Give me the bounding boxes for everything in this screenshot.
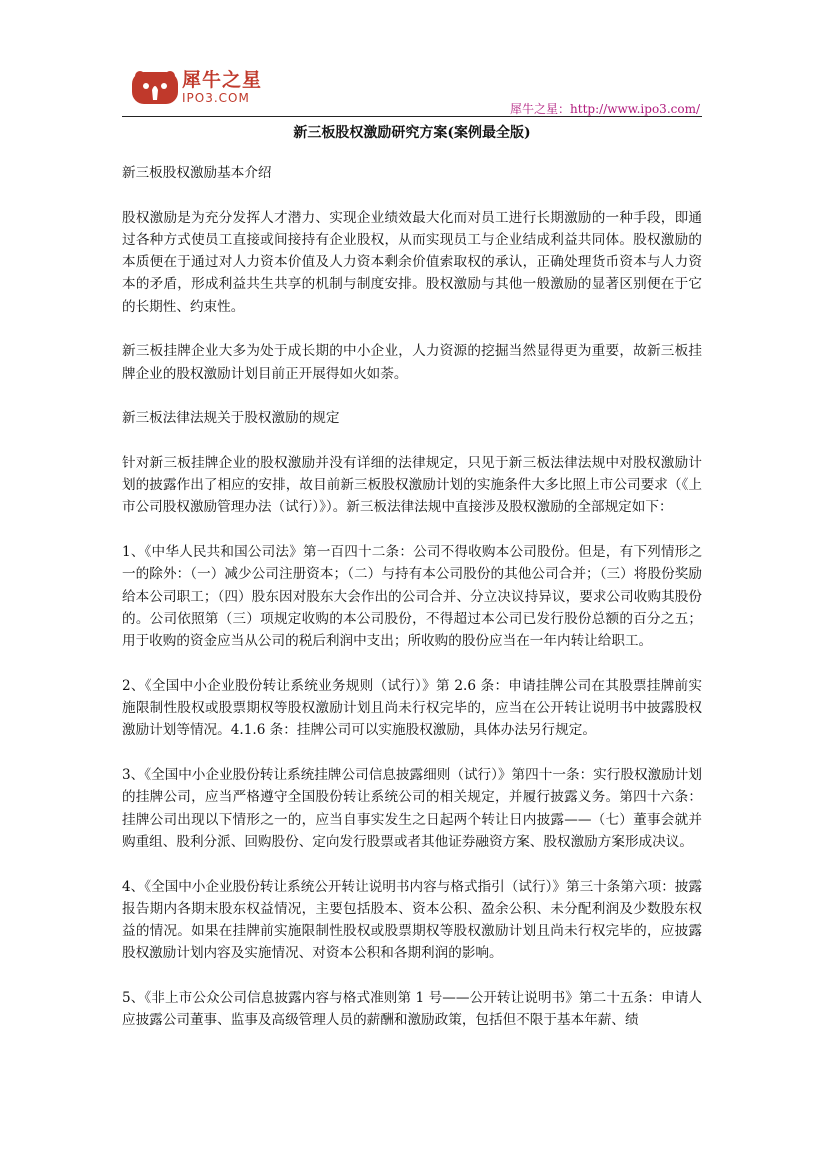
section-heading: 新三板股权激励基本介绍 [122,165,272,181]
site-link[interactable]: 犀牛之星：http://www.ipo3.com/ [510,102,700,116]
paragraph: 新三板挂牌企业大多为处于成长期的中小企业，人力资源的挖掘当然显得更为重要，故新三板挂牌企业的股权激励计划目前正开展得如火如荼。 [122,343,702,382]
paragraph: 5、《非上市公众公司信息披露内容与格式准则第 1 号——公开转让说明书》第二十五条：申请人应披露公司董事、监事及高级管理人员的薪酬和激励政策，包括但不限于基本年薪、绩 [122,989,702,1029]
document-title: 新三板股权激励研究方案(案例最全版) [293,125,531,141]
section-heading: 新三板法律法规关于股权激励的规定 [122,410,340,427]
header-divider [122,116,702,117]
page-header [122,62,702,118]
paragraph: 1、《中华人民共和国公司法》第一百四十二条：公司不得收购本公司股份。但是，有下列情形之一的除外：（一）减少公司注册资本；（二）与持有本公司股份的其他公司合并；（三）将股份奖励给本公司职工；（四）股东因对股东大会作出的公司合并、分立决议持异议，要求公司收购其股份的。公司依照第（三）项规定收购的本公司股份，不得超过本公司已发行股份总额的百分之五；用于收购的资金应当从公司的税后利润中支出；所收购的股份应当在一年内转让给职工。 [122,544,702,650]
paragraph: 3、《全国中小企业股份转让系统挂牌公司信息披露细则（试行）》第四十一条：实行股权激励计划的挂牌公司，应当严格遵守全国股份转让系统公司的相关规定，并履行披露义务。第四十六条：挂牌公司出现以下情形之一的，应当自事实发生之日起两个转让日内披露——（七）董事会就并购重组、股利分派、回购股份、定向发行股票或者其他证券融资方案、股权激励方案形成决议。 [122,767,702,850]
paragraph: 4、《全国中小企业股份转让系统公开转让说明书内容与格式指引（试行）》第三十条第六项：披露报告期内各期末股东权益情况，主要包括股本、资本公积、盈余公积、未分配利润及少数股东权益的情况。如果在挂牌前实施限制性股权或股票期权等股权激励计划且尚未行权完毕的，应披露股权激励计划内容及实施情况、对资本公积和各期利润的影响。 [122,878,702,962]
paragraph: 股权激励是为充分发挥人才潜力、实现企业绩效最大化而对员工进行长期激励的一种手段，即通过各种方式使员工直接或间接持有企业股权，从而实现员工与企业结成利益共同体。股权激励的本质便在于通过对人力资本价值及人力资本剩余价值索取权的承认，正确处理货币资本与人力资本的矛盾，形成利益共生共享的机制与制度安排。股权激励与其他一般激励的显著区别便在于它的长期性、约束性。 [122,209,702,315]
rhino-logo-icon [130,68,180,106]
paragraph: 针对新三板挂牌企业的股权激励并没有详细的法律规定，只见于新三板法律法规中对股权激励计划的披露作出了相应的安排，故目前新三板股权激励计划的实施条件大多比照上市公司要求（《上市公司股权激励管理办法（试行）》）。新三板法律法规中直接涉及股权激励的全部规定如下： [122,454,702,516]
logo-text-cn: 犀牛之星 [182,68,263,91]
site-logo[interactable] [130,68,262,106]
paragraph: 2、《全国中小企业股份转让系统业务规则（试行）》第 2.6 条：申请挂牌公司在其股票挂牌前实施限制性股权或股票期权等股权激励计划且尚未行权完毕的，应当在公开转让说明书中披露股权激励计划等情况。4.1.6 条：挂牌公司可以实施股权激励，具体办法另行规定。 [122,677,702,739]
document-body [122,162,702,1054]
logo-text-en: IPO3.COM [182,90,250,105]
